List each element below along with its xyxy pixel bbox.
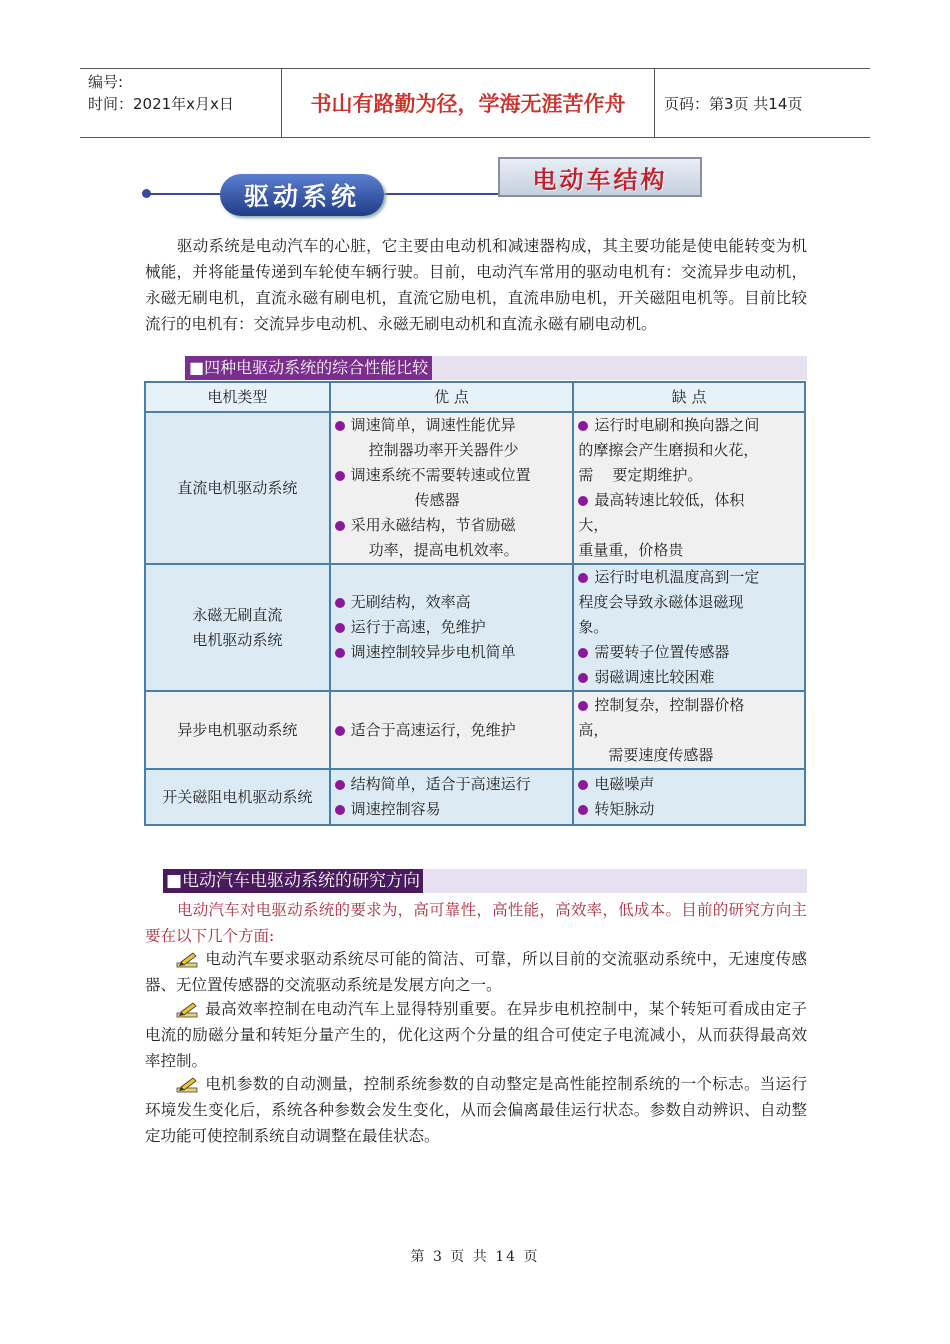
bullet-dot-icon — [335, 521, 345, 531]
list-item: 适合于高速运行，免维护 — [335, 718, 569, 743]
bullet-dot-icon — [578, 573, 588, 583]
table-header-row — [145, 382, 805, 412]
bullet-dot-icon — [578, 421, 588, 431]
cons-cell — [573, 769, 805, 825]
list-item: 无刷结构，效率高 — [335, 590, 569, 615]
time-label: 时间：2021年x月x日 — [88, 95, 234, 113]
pen-icon — [175, 1076, 199, 1094]
header-type: 电机类型 — [145, 382, 330, 412]
bullet-dot-icon — [335, 726, 345, 736]
list-item: 象。 — [578, 618, 609, 636]
pros-cell — [330, 691, 574, 769]
header-pros: 优 点 — [330, 382, 574, 412]
list-item: 需要转子位置传感器 — [578, 640, 800, 665]
pen-icon — [175, 1001, 199, 1019]
list-item: 重量重，价格贵 — [578, 541, 684, 559]
comparison-table — [144, 381, 806, 826]
list-item: 运行于高速，免维护 — [335, 615, 569, 640]
motor-type: 开关磁阻电机驱动系统 — [145, 769, 330, 825]
list-item: 运行时电机温度高到一定 — [578, 565, 800, 590]
bullet-dot-icon — [578, 673, 588, 683]
list-item: 转矩脉动 — [578, 797, 800, 822]
cons-cell — [573, 691, 805, 769]
bullet-dot-icon — [578, 780, 588, 790]
list-item: 弱磁调速比较困难 — [578, 665, 800, 690]
list-item: 大， — [578, 516, 609, 534]
research-lead-text: 电动汽车对电驱动系统的要求为，高可靠性，高性能，高效率，低成本。目前的研究方向主要在以下几个方面: — [145, 901, 807, 945]
list-item: 的摩擦会产生磨损和火花， — [578, 441, 759, 459]
table-row — [145, 564, 805, 691]
page-info: 页码：第3页 共14页 — [664, 94, 803, 113]
intro-paragraph — [145, 233, 807, 337]
header-meta — [80, 69, 282, 137]
page-footer: 第 3 页 共 14 页 — [410, 1249, 540, 1265]
cons-cell — [573, 412, 805, 564]
pen-icon — [175, 951, 199, 969]
bullet-dot-icon — [335, 623, 345, 633]
list-item: 程度会导致永磁体退磁现 — [578, 593, 744, 611]
list-item: 高， — [578, 720, 609, 739]
table-row — [145, 769, 805, 825]
bullet-dot-icon — [335, 598, 345, 608]
bullet-dot-icon — [335, 421, 345, 431]
header-cons: 缺 点 — [573, 382, 805, 412]
bullet-dot-icon — [335, 648, 345, 658]
list-item: 需要速度传感器 — [608, 745, 714, 764]
pros-cell — [330, 769, 574, 825]
research-item: 电动汽车要求驱动系统尽可能的简洁、可靠，所以目前的交流驱动系统中，无速度传感器、无位置传感器的交流驱动系统是发展方向之一。 — [145, 950, 807, 994]
research-heading: ■电动汽车电驱动系统的研究方向 — [163, 869, 423, 893]
motor-type: 异步电机驱动系统 — [145, 691, 330, 769]
list-item: 调速简单，调速性能优异 — [335, 413, 569, 438]
research-lead — [145, 897, 807, 949]
motor-type: 直流电机驱动系统 — [145, 412, 330, 564]
list-item: 运行时电刷和换向器之间 — [578, 413, 800, 438]
list-item: 采用永磁结构，节省励磁 — [335, 513, 569, 538]
bullet-dot-icon — [335, 780, 345, 790]
list-item: 调速控制容易 — [335, 797, 569, 822]
intro-text: 驱动系统是电动汽车的心脏，它主要由电动机和减速器构成，其主要功能是使电能转变为机械能，并将能量传递到车轮使车辆行驶。目前，电动汽车常用的驱动电机有：交流异步电动机，永磁无刷电机，直流永磁有刷电机，直流它励电机，直流串励电机，开关磁阻电机等。目前比较流行的电机有：交流异步电动机、永磁无刷电动机和直流永磁有刷电动机。 — [145, 237, 807, 333]
list-item: 调速控制较异步电机简单 — [335, 640, 569, 665]
section-pill: 驱动系统 — [220, 174, 384, 216]
code-label: 编号: — [88, 73, 124, 91]
cons-cell — [573, 564, 805, 691]
research-item: 电机参数的自动测量，控制系统参数的自动整定是高性能控制系统的一个标志。当运行环境发生变化后，系统各种参数会发生变化，从而会偏离最佳运行状态。参数自动辨识、自动整定功能可使控制系统自动调整在最佳状态。 — [145, 1075, 807, 1145]
bullet-dot-icon — [578, 496, 588, 506]
page-header — [80, 68, 870, 138]
pros-cell — [330, 412, 574, 564]
list-item: 最高转速比较低，体积 — [578, 488, 800, 513]
banner-dot — [142, 189, 151, 198]
research-heading-bar — [163, 869, 807, 893]
bullet-dot-icon — [335, 471, 345, 481]
chapter-stamp: 电动车结构 — [498, 157, 702, 197]
motor-type: 永磁无刷直流 电机驱动系统 — [145, 564, 330, 691]
list-item: 传感器 — [414, 491, 460, 509]
bullet-dot-icon — [578, 648, 588, 658]
list-item: 控制器功率开关器件少 — [368, 441, 519, 459]
table-caption-bar — [185, 356, 807, 380]
table-caption: ■四种电驱动系统的综合性能比较 — [185, 356, 432, 380]
list-item: 结构简单，适合于高速运行 — [335, 772, 569, 797]
bullet-dot-icon — [578, 805, 588, 815]
motto: 书山有路勤为径，学海无涯苦作舟 — [282, 69, 655, 137]
bullet-dot-icon — [578, 701, 588, 711]
list-item: 功率，提高电机效率。 — [368, 541, 519, 559]
pros-cell — [330, 564, 574, 691]
list-item: 需 要定期维护。 — [578, 466, 703, 484]
list-item: 调速系统不需要转速或位置 — [335, 463, 569, 488]
research-item: 最高效率控制在电动汽车上显得特别重要。在异步电机控制中，某个转矩可看成由定子电流的励磁分量和转矩分量产生的，优化这两个分量的组合可使定子电流减小，从而获得最高效率控制。 — [145, 1000, 807, 1070]
table-row — [145, 691, 805, 769]
list-item: 控制复杂，控制器价格 — [578, 693, 800, 718]
list-item: 电磁噪声 — [578, 772, 800, 797]
table-row — [145, 412, 805, 564]
bullet-dot-icon — [335, 805, 345, 815]
